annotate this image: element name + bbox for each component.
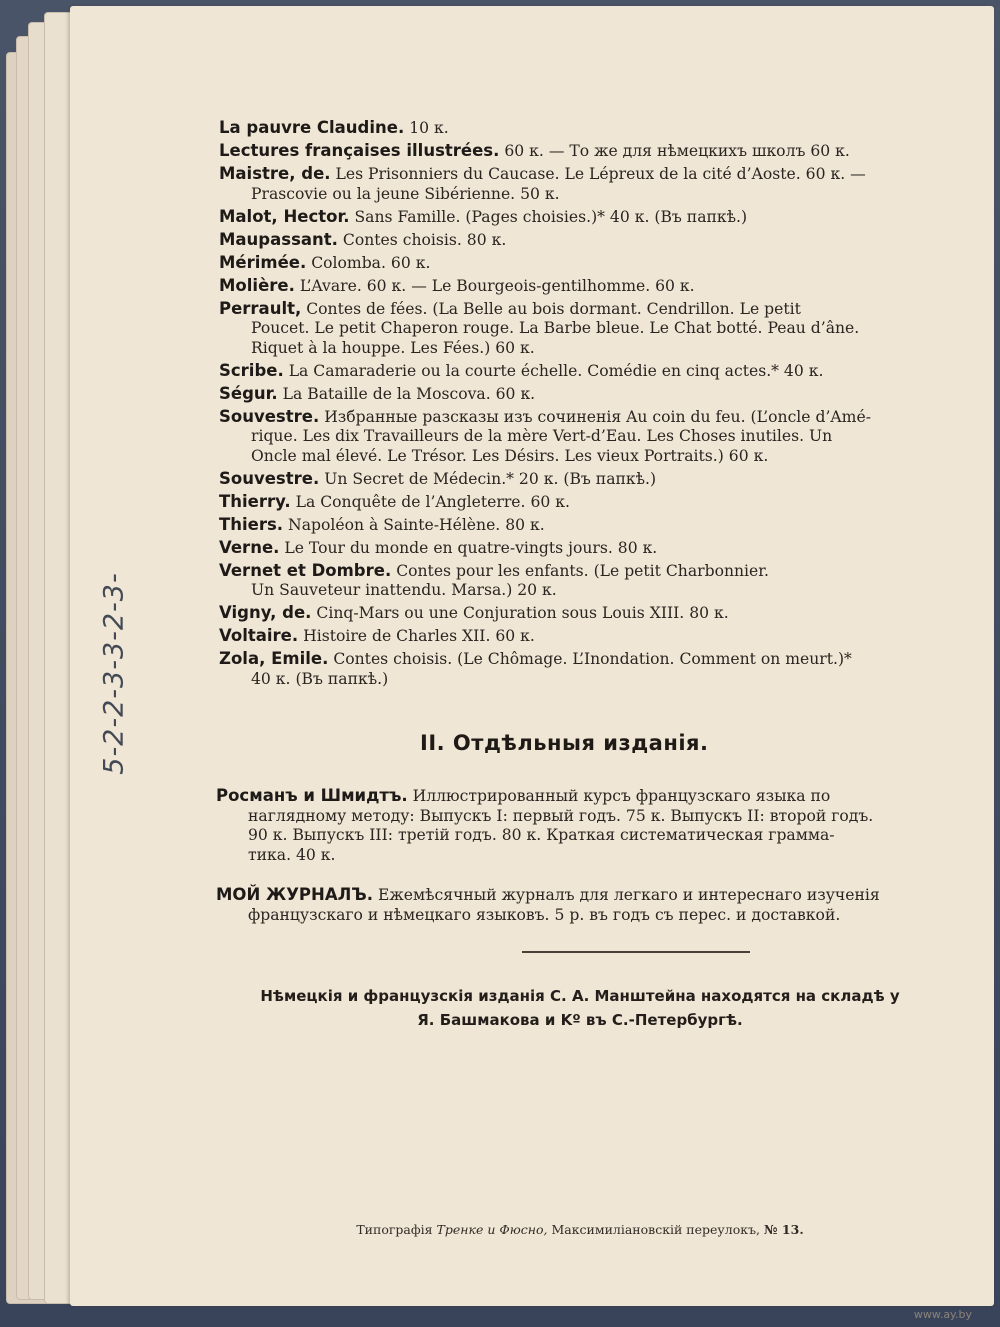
catalogue-entry	[219, 361, 959, 382]
catalogue-entry	[219, 384, 959, 405]
entry-text: Contes pour les enfants. (Le petit Charbonnier.	[396, 561, 769, 580]
imprint-number: № 13.	[763, 1222, 804, 1237]
entry-heading: Souvestre.	[219, 468, 320, 488]
entry-text: Contes de fées. (La Belle au bois dormant. Cendrillon. Le petit	[306, 299, 801, 318]
catalogue-entry	[219, 253, 959, 274]
catalogue-entry	[219, 603, 959, 624]
entry-text: наглядному методу: Выпускъ I: первый годъ. 75 к. Выпускъ II: второй годъ.	[248, 806, 874, 825]
catalogue-entry	[219, 164, 959, 204]
entry-text: 60 к. — То же для нѣмецкихъ школъ 60 к.	[504, 142, 850, 160]
entry-heading: Souvestre.	[219, 406, 320, 426]
entry-text: La Camaraderie ou la courte échelle. Comédie en cinq actes.* 40 к.	[288, 361, 824, 380]
entry-heading: Vigny, de.	[219, 603, 312, 622]
catalogue-list	[219, 118, 959, 692]
pencil-margin-note	[84, 538, 144, 838]
catalogue-entry	[219, 492, 959, 513]
entry-text: французскаго и нѣмецкаго языковъ. 5 р. въ годъ съ перес. и доставкой.	[248, 905, 841, 924]
distribution-note	[180, 984, 980, 1032]
catalogue-entry	[219, 561, 959, 601]
watermark: www.ay.by	[913, 1308, 972, 1321]
entry-heading: Росманъ и Шмидтъ.	[216, 786, 408, 805]
catalogue-entry	[219, 118, 959, 139]
imprint-firm: Тренке и Фюсно,	[436, 1222, 548, 1237]
entry-heading: Verne.	[219, 537, 280, 557]
catalogue-entry	[219, 276, 959, 297]
entry-text: 10 к.	[409, 119, 449, 137]
imprint-prefix: Типографія	[356, 1222, 433, 1237]
entry-text: L’Avare. 60 к. — Le Bourgeois-gentilhomme. 60 к.	[299, 276, 695, 295]
catalogue-entry	[219, 407, 959, 467]
entry-heading: Molière.	[219, 275, 295, 295]
catalogue-entry	[219, 469, 959, 490]
entry-heading: Mérimée.	[219, 252, 307, 272]
entry-heading: Zola, Emile.	[219, 649, 329, 668]
entry-heading: La pauvre Claudine.	[219, 118, 405, 137]
entry-text: тика. 40 к.	[248, 845, 336, 864]
catalogue-entry	[219, 538, 959, 559]
entry-text: Sans Famille. (Pages choisies.)* 40 к. (Въ папкѣ.)	[354, 207, 748, 226]
entry-text: Napoléon à Sainte-Hélène. 80 к.	[288, 515, 545, 534]
entry-text: Contes choisis. 80 к.	[342, 230, 507, 249]
catalogue-entry	[216, 786, 960, 865]
catalogue-entry	[219, 207, 959, 228]
entry-heading: Maupassant.	[219, 229, 338, 249]
entry-text: Le Tour du monde en quatre-vingts jours. 80 к.	[284, 538, 658, 557]
entry-text: Riquet à la houppe. Les Fées.) 60 к.	[251, 338, 535, 357]
entry-text: Un Secret de Médecin.* 20 к. (Въ папкѣ.)	[324, 469, 657, 488]
entry-text: Contes choisis. (Le Chômage. L’Inondation. Comment on meurt.)*	[333, 650, 852, 668]
entry-text: Иллюстрированный курсъ французскаго языка по	[412, 787, 831, 805]
entry-heading: Ségur.	[219, 383, 278, 403]
entry-text: 40 к. (Въ папкѣ.)	[251, 669, 389, 688]
entry-text: Un Sauveteur inattendu. Marsa.) 20 к.	[251, 581, 557, 599]
catalogue-entry	[219, 141, 959, 162]
printer-imprint	[260, 1222, 900, 1237]
note-line: Я. Башмакова и Kº въ С.-Петербургѣ.	[417, 1011, 743, 1029]
entry-text: Histoire de Charles XII. 60 к.	[303, 627, 535, 645]
catalogue-entry	[219, 515, 959, 536]
entry-text: 90 к. Выпускъ III: третій годъ. 80 к. Краткая систематическая грамма-	[248, 826, 835, 844]
entry-text: Colomba. 60 к.	[311, 253, 431, 272]
catalogue-entry	[216, 885, 960, 925]
entry-text: Les Prisonniers du Caucase. Le Lépreux de la cité d’Aoste. 60 к. —	[335, 165, 866, 183]
entry-text: Oncle mal élevé. Le Trésor. Les Désirs. Les vieux Portraits.) 60 к.	[251, 446, 769, 465]
entry-text: La Conquête de l’Angleterre. 60 к.	[295, 492, 570, 511]
entry-heading: МОЙ ЖУРНАЛЪ.	[216, 885, 374, 904]
catalogue-entry	[219, 649, 959, 689]
entry-heading: Lectures françaises illustrées.	[219, 141, 500, 160]
entry-text: Cinq-Mars ou une Conjuration sous Louis XIII. 80 к.	[316, 604, 729, 622]
entry-heading: Perrault,	[219, 298, 302, 318]
entry-text: Ежемѣсячный журналъ для легкаго и интереснаго изученія	[378, 886, 880, 904]
entry-text: rique. Les dix Travailleurs de la mère Vert-d’Eau. Les Choses inutiles. Un	[251, 427, 833, 445]
entry-heading: Malot, Hector.	[219, 206, 350, 226]
imprint-address: Максимиліановскій переулокъ,	[551, 1222, 760, 1237]
pencil-margin-text: 5-2-2-3-3-2-3-	[98, 572, 130, 775]
entry-heading: Maistre, de.	[219, 164, 331, 183]
catalogue-entry	[219, 230, 959, 251]
entry-heading: Thiers.	[219, 514, 284, 534]
entry-text: Prascovie ou la jeune Sibérienne. 50 к.	[251, 184, 560, 203]
entry-heading: Vernet et Dombre.	[219, 560, 392, 580]
entry-text: Poucet. Le petit Chaperon rouge. La Barbe bleue. Le Chat botté. Peau d’âne.	[251, 319, 860, 337]
note-line: Нѣмецкія и французскія изданія С. А. Манштейна находятся на складѣ у	[260, 987, 900, 1005]
entry-text: Избранные разсказы изъ сочиненія Au coin du feu. (L’oncle d’Amé-	[324, 407, 871, 426]
divider	[522, 951, 750, 953]
section-title: II. Отдѣльныя изданія.	[420, 731, 709, 755]
catalogue-entry	[219, 299, 959, 359]
entry-heading: Thierry.	[219, 491, 291, 511]
entry-heading: Scribe.	[219, 360, 284, 380]
catalogue-entry	[219, 626, 959, 647]
entry-text: La Bataille de la Moscova. 60 к.	[282, 384, 536, 403]
entry-heading: Voltaire.	[219, 626, 299, 645]
